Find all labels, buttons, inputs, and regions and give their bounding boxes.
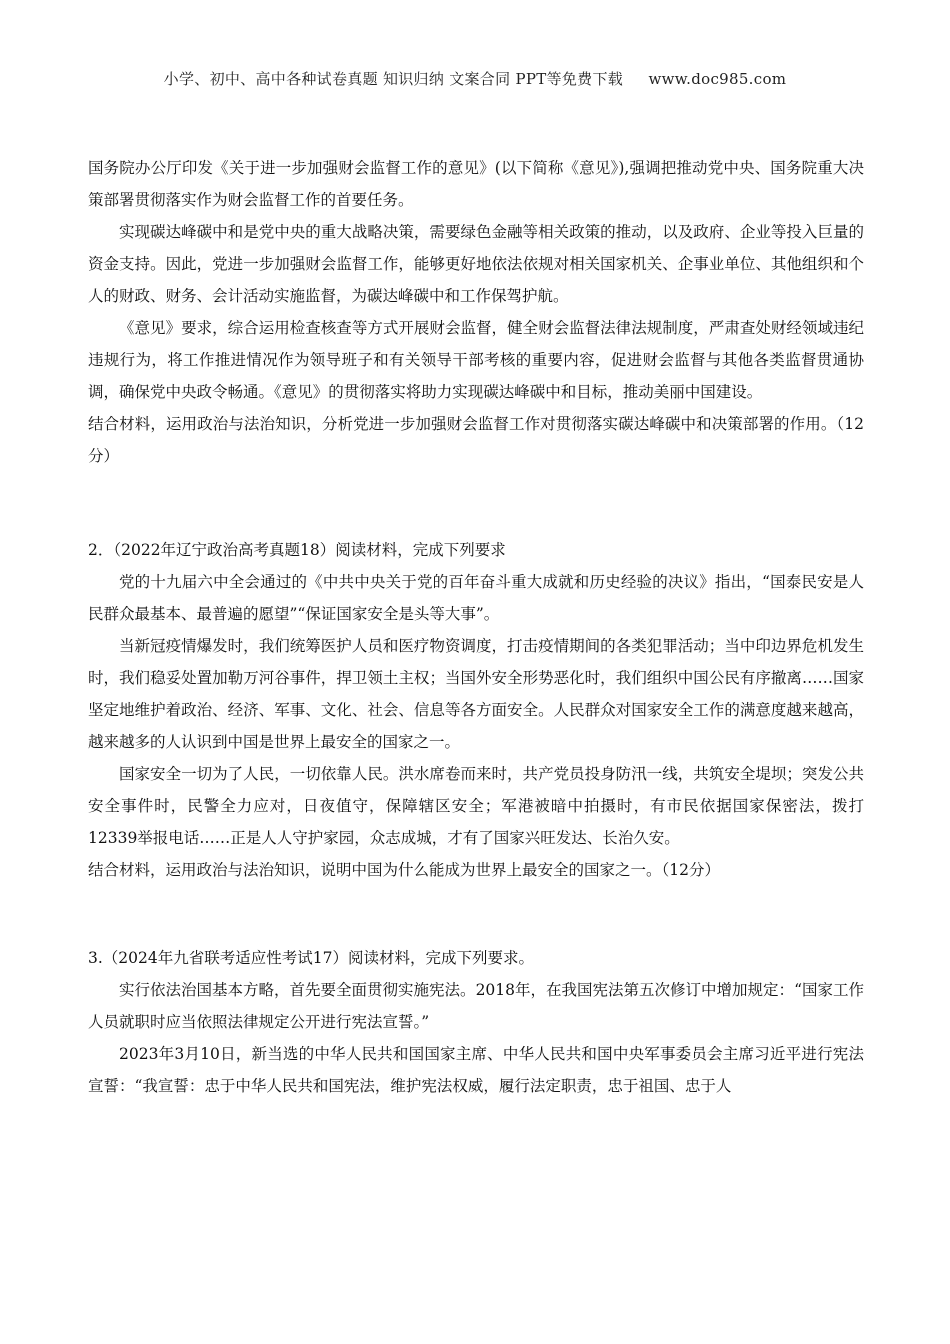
s1-question: 结合材料，运用政治与法治知识，分析党进一步加强财会监督工作对贯彻落实碳达峰碳中和决策部署的作用。（12分） <box>88 415 864 465</box>
s1-paragraph-2: 实现碳达峰碳中和是党中央的重大战略决策，需要绿色金融等相关政策的推动，以及政府、企业等投入巨量的资金支持。因此，党进一步加强财会监督工作，能够更好地依法依规对相关国家机关、企事业单位、其他组织和个人的财政、财务、会计活动实施监督，为碳达峰碳中和工作保驾护航。 <box>88 223 864 305</box>
s1-paragraph-1: 国务院办公厅印发《关于进一步加强财会监督工作的意见》(以下简称《意见》),强调把推动党中央、国务院重大决策部署贯彻落实作为财会监督工作的首要任务。 <box>88 159 864 209</box>
page-header: 小学、初中、高中各种试卷真题 知识归纳 文案合同 PPT等免费下载 www.doc985.com <box>163 70 787 88</box>
s3-title: 3.（2024年九省联考适应性考试17）阅读材料，完成下列要求。 <box>88 949 534 967</box>
s3-paragraph-2: 2023年3月10日，新当选的中华人民共和国国家主席、中华人民共和国中央军事委员会主席习近平进行宪法宣誓：“我宣誓：忠于中华人民共和国宪法，维护宪法权威，履行法定职责，忠于祖国、忠于人 <box>88 1045 864 1095</box>
document-body <box>88 152 864 1102</box>
s2-title: 2．（2022年辽宁政治高考真题18）阅读材料，完成下列要求 <box>88 541 506 559</box>
s2-paragraph-2: 当新冠疫情爆发时，我们统筹医护人员和医疗物资调度，打击疫情期间的各类犯罪活动；当中印边界危机发生时，我们稳妥处置加勒万河谷事件，捍卫领土主权；当国外安全形势恶化时，我们组织中国公民有序撤离……国家坚定地维护着政治、经济、军事、文化、社会、信息等各方面安全。人民群众对国家安全工作的满意度越来越高，越来越多的人认识到中国是世界上最安全的国家之一。 <box>88 637 864 751</box>
s2-question: 结合材料，运用政治与法治知识，说明中国为什么能成为世界上最安全的国家之一。（12分） <box>88 861 720 879</box>
s2-paragraph-1: 党的十九届六中全会通过的《中共中央关于党的百年奋斗重大成就和历史经验的决议》指出，“国泰民安是人民群众最基本、最普遍的愿望”“保证国家安全是头等大事”。 <box>88 573 864 623</box>
s3-paragraph-1: 实行依法治国基本方略，首先要全面贯彻实施宪法。2018年，在我国宪法第五次修订中增加规定：“国家工作人员就职时应当依照法律规定公开进行宪法宣誓。” <box>88 981 864 1031</box>
s2-paragraph-3: 国家安全一切为了人民，一切依靠人民。洪水席卷而来时，共产党员投身防汛一线，共筑安全堤坝；突发公共安全事件时，民警全力应对，日夜值守，保障辖区安全；军港被暗中拍摄时，有市民依据国家保密法，拨打12339举报电话……正是人人守护家园，众志成城，才有了国家兴旺发达、长治久安。 <box>88 765 864 847</box>
s1-paragraph-3: 《意见》要求，综合运用检查核查等方式开展财会监督，健全财会监督法律法规制度，严肃查处财经领域违纪违规行为，将工作推进情况作为领导班子和有关领导干部考核的重要内容，促进财会监督与其他各类监督贯通协调，确保党中央政令畅通。《意见》的贯彻落实将助力实现碳达峰碳中和目标，推动美丽中国建设。 <box>88 319 864 401</box>
